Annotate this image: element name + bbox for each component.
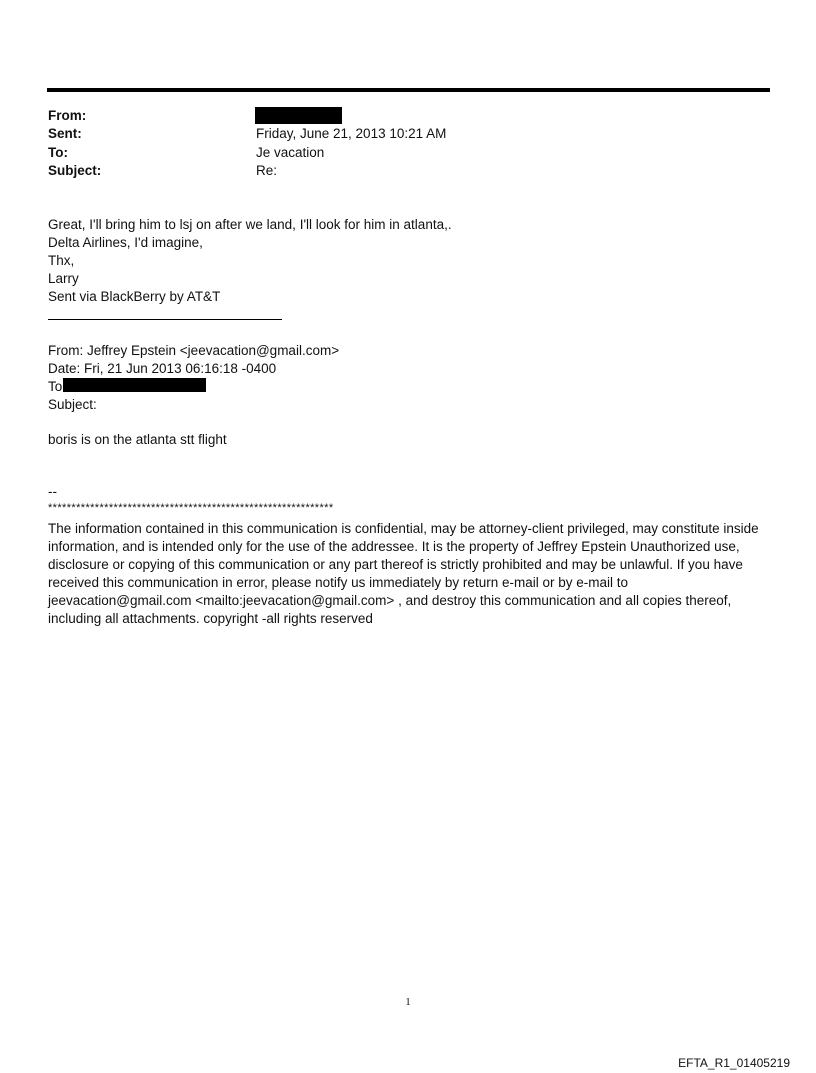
quoted-body: boris is on the atlanta stt flight xyxy=(48,432,227,447)
quoted-date: Date: Fri, 21 Jun 2013 06:16:18 -0400 xyxy=(48,361,277,376)
to-redaction xyxy=(63,378,206,392)
sent-label: Sent: xyxy=(48,126,82,141)
document-id: EFTA_R1_01405219 xyxy=(678,1056,790,1070)
from-label: From: xyxy=(48,108,87,123)
to-value: Je vacation xyxy=(256,145,325,160)
signature-stars: ************************************************************* xyxy=(48,502,334,514)
subject-value: Re: xyxy=(256,163,278,178)
subject-label: Subject: xyxy=(48,163,102,178)
signature-dashes: -- xyxy=(48,484,57,499)
from-redaction xyxy=(255,107,342,124)
confidentiality-disclaimer: The information contained in this communication is confidential, may be attorney-client privileged, may constitute inside information, and is intended only for the use of the addressee. It is the property of Jeffrey Epstein Unauthorized use, disclosure or copying of this communication or any part thereof is strictly prohibited and may be unlawful. If you have received this communication in error, please notify us immediately by return e-mail or by e-mail to jeevacation@gmail.com <mailto:jeevacation@gmail.com> , and destroy this communication and all copies thereof, including all attachments. copyright -all rights reserved xyxy=(48,521,759,626)
reply-signature: Sent via BlackBerry by AT&T xyxy=(48,289,221,304)
top-rule xyxy=(47,88,770,92)
quoted-from: From: Jeffrey Epstein <jeevacation@gmail.com> xyxy=(48,343,340,358)
quoted-subject: Subject: xyxy=(48,397,97,412)
quote-separator xyxy=(48,319,282,320)
reply-line-2: Delta Airlines, I'd imagine, xyxy=(48,235,203,250)
reply-line-1: Great, I'll bring him to lsj on after we land, I'll look for him in atlanta,. xyxy=(48,217,452,232)
reply-line-3: Thx, xyxy=(48,253,75,268)
sent-value: Friday, June 21, 2013 10:21 AM xyxy=(256,126,447,141)
page-number: 1 xyxy=(405,996,411,1008)
quoted-to-label: To xyxy=(48,379,63,394)
to-label: To: xyxy=(48,145,68,160)
reply-line-4: Larry xyxy=(48,271,79,286)
